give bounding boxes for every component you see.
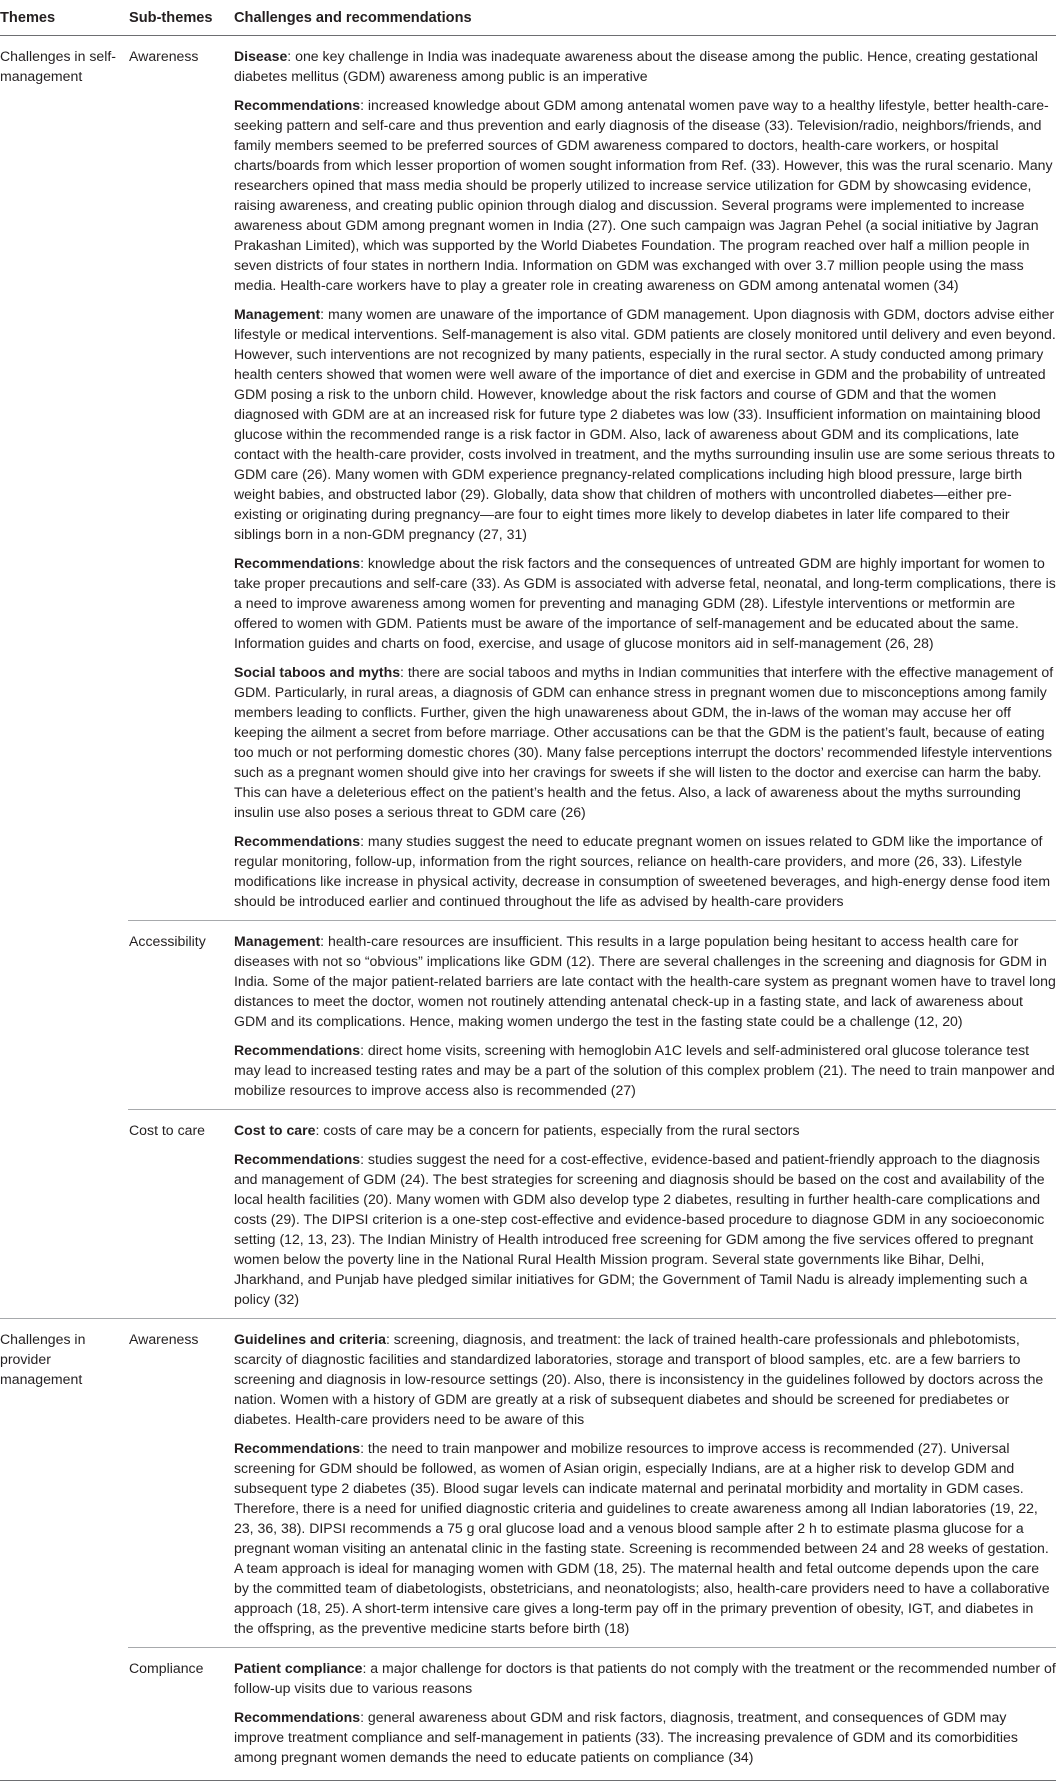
paragraph-heading: Social taboos and myths (234, 664, 401, 680)
paragraph-text: : general awareness about GDM and risk factors, diagnosis, treatment, and consequences of GDM may improve treatment compliance and self-management in patients (33). The increasing prevalence of GDM and its comorbidities among pregnant women demands the need to educate patients on compliance (34) (234, 1709, 1018, 1765)
sub-theme-cell: Awareness (128, 1319, 234, 1648)
table-row (0, 1319, 1056, 1648)
paragraph-text: : health-care resources are insufficient. This results in a large population being hesitant to access health care for diseases with not so “obvious” implications like GDM (12). There are several challenges in the screening and diagnosis for GDM in India. Some of the major patient-related barriers are late contact with the health-care system as pregnant women have to travel long distances to meet the doctor, women not routinely attending antenatal check-up in a fasting state, and lack of awareness about GDM and its complications. Hence, making women undergo the test in the fasting state could be a challenge (12, 20) (234, 933, 1056, 1029)
paragraph-heading: Disease (234, 48, 288, 64)
paragraph-heading: Recommendations (234, 97, 361, 113)
table-header-row (0, 0, 1056, 36)
header-themes: Themes (0, 0, 128, 36)
paragraph (234, 1329, 1056, 1429)
paragraph-text: : many studies suggest the need to educate pregnant women on issues related to GDM like the importance of regular monitoring, follow-up, information from the right sources, reliance on health-care providers, and more (26, 33). Lifestyle modifications like increase in physical activity, decrease in consumption of sweetened beverages, and high-energy dense food item should be introduced earlier and continued throughout the life as advised by health-care providers (234, 833, 1051, 909)
challenges-cell (234, 36, 1056, 921)
sub-theme-cell: Cost to care (128, 1110, 234, 1319)
paragraph-text: : costs of care may be a concern for patients, especially from the rural sectors (315, 1122, 800, 1138)
theme-cell: Challenges in provider management (0, 1319, 128, 1648)
paragraph-text: : the need to train manpower and mobilize resources to improve access is recommended (27). Universal screening for GDM should be followed, as women of Asian origin, especially Indians, are at a higher risk to develop GDM and subsequent type 2 diabetes (35). Blood sugar levels can indicate maternal and perinatal morbidity and mortality in GDM cases. Therefore, there is a need for unified diagnostic criteria and guidelines to create awareness among all Indian laboratories (19, 22, 23, 36, 38). DIPSI recommends a 75 g oral glucose load and a venous blood sample after 2 h to estimate plasma glucose for a pregnant woman visiting an antenatal clinic in the fasting state. Screening is recommended between 24 and 28 weeks of gestation. A team approach is ideal for managing women with GDM (18, 25). The maternal health and fetal outcome depends upon the care by the committed team of diabetologists, obstetricians, and neonatologists; also, health-care providers need to have a collaborative approach (18, 25). A short-term intensive care gives a long-term pay off in the primary prevention of obesity, IGT, and diabetes in the offspring, as the preventive medicine starts before birth (18) (234, 1440, 1050, 1636)
theme-cell: Challenges in self-management (0, 48, 116, 84)
sub-theme-cell: Accessibility (128, 921, 234, 1110)
paragraph-heading: Recommendations (234, 1440, 361, 1456)
paragraph-heading: Recommendations (234, 1042, 361, 1058)
paragraph-heading: Recommendations (234, 1709, 361, 1725)
paragraph (234, 1149, 1056, 1309)
challenges-cell (234, 921, 1056, 1110)
header-sub-themes: Sub-themes (128, 0, 234, 36)
paragraph-heading: Recommendations (234, 1151, 361, 1167)
paragraph-heading: Management (234, 306, 321, 322)
table-row (0, 36, 1056, 921)
paragraph (234, 831, 1056, 911)
paragraph (234, 46, 1056, 86)
paragraph-heading: Patient compliance (234, 1660, 363, 1676)
challenges-cell (234, 1110, 1056, 1319)
paragraph-text: : many women are unaware of the importance of GDM management. Upon diagnosis with GDM, doctors advise either lifestyle or medical interventions. Self-management is also vital. GDM patients are closely monitored until delivery and even beyond. However, such interventions are not recognized by many patients, especially in the rural sector. A study conducted among primary health centers showed that women were well aware of the importance of diet and exercise in GDM and the probability of untreated GDM posing a risk to the unborn child. However, knowledge about the risk factors and course of GDM and that the women diagnosed with GDM are at an increased risk for future type 2 diabetes was low (33). Insufficient information on maintaining blood glucose within the recommended range is a risk factor in GDM. Also, lack of awareness about GDM and its complications, late contact with the health-care provider, costs involved in treatment, and the myths surrounding insulin use are some serious threats to GDM care (26). Many women with GDM experience pregnancy-related complications including high blood pressure, large birth weight babies, and obstructed labor (29). Globally, data show that children of mothers with uncontrolled diabetes—either pre-existing or originating during pregnancy—are four to eight times more likely to develop diabetes in later life compared to their siblings born in a non-GDM pregnancy (27, 31) (234, 306, 1056, 542)
paragraph (234, 1040, 1056, 1100)
paragraph-text: : direct home visits, screening with hemoglobin A1C levels and self-administered oral glucose tolerance test may lead to increased testing rates and may be a part of the solution of this complex problem (21). The need to train manpower and mobilize resources to improve access also is recommended (27) (234, 1042, 1055, 1098)
paragraph (234, 1658, 1056, 1698)
table-row (0, 921, 1056, 1110)
theme-cell (0, 921, 128, 1110)
challenges-cell (234, 1648, 1056, 1781)
paragraph-heading: Management (234, 933, 321, 949)
paragraph (234, 1120, 1056, 1140)
paragraph-text: : studies suggest the need for a cost-effective, evidence-based and patient-friendly approach to the diagnosis and management of GDM (24). The best strategies for screening and diagnosis should be based on the cost and availability of the local health facilities (20). Many women with GDM also develop type 2 diabetes, resulting in further health-care complications and costs (29). The DIPSI criterion is a one-step cost-effective and evidence-based procedure to diagnose GDM in any socioeconomic setting (12, 13, 23). The Indian Ministry of Health introduced free screening for GDM among the five services offered to pregnant women below the poverty line in the National Rural Health Mission program. Several state governments like Bihar, Delhi, Jharkhand, and Punjab have pledged similar initiatives for GDM; the Government of Tamil Nadu is already implementing such a policy (32) (234, 1151, 1045, 1307)
table-row (0, 1648, 1056, 1781)
paragraph-heading: Guidelines and criteria (234, 1331, 386, 1347)
theme-cell (0, 1110, 128, 1319)
paragraph (234, 1707, 1056, 1767)
table-row (0, 1110, 1056, 1319)
paragraph-text: : one key challenge in India was inadequate awareness about the disease among the public. Hence, creating gestational diabetes mellitus (GDM) awareness among public is an imperative (234, 48, 1038, 84)
paragraph (234, 931, 1056, 1031)
paragraph-text: : increased knowledge about GDM among antenatal women pave way to a healthy lifestyle, better health-care-seeking pattern and self-care and thus prevention and early diagnosis of the disease (33). Television/radio, neighbors/friends, and family members seemed to be preferred sources of GDM awareness compared to doctors, health-care workers, or hospital charts/boards from which lesser proportion of women sought information from Ref. (33). However, this was the rural scenario. Many researchers opined that mass media should be properly utilized to increase service utilization for GDM by showcasing evidence, raising awareness, and creating public opinion through dialog and discussion. Several programs were implemented to increase awareness about GDM among pregnant women in India (27). One such campaign was Jagran Pehel (a social initiative by Jagran Prakashan Limited), which was supported by the World Diabetes Foundation. The program reached over half a million people in seven districts of four states in northern India. Information on GDM was exchanged with over 3.7 million people using the mass media. Health-care workers have to play a greater role in creating awareness on GDM among antenatal women (34) (234, 97, 1053, 293)
paragraph (234, 553, 1056, 653)
theme-cell (0, 1648, 128, 1781)
sub-theme-cell: Awareness (129, 48, 199, 64)
header-challenges-recommendations: Challenges and recommendations (234, 0, 1056, 36)
sub-theme-cell: Compliance (128, 1648, 234, 1781)
paragraph-text: : there are social taboos and myths in Indian communities that interfere with the effective management of GDM. Particularly, in rural areas, a diagnosis of GDM can enhance stress in pregnant women due to misconceptions among family members leading to conflicts. Further, given the high unawareness about GDM, the in-laws of the woman may accuse her off keeping the ailment a secret from before marriage. Other accusations can be that the GDM is the patient’s fault, because of eating too much or not performing domestic chores (30). Many false perceptions interrupt the doctors’ recommended lifestyle interventions such as a pregnant women should give into her cravings for sweets if she will listen to the doctor and exercise can harm the baby. This can have a deleterious effect on the patient’s health and the fetus. Also, a lack of awareness about the myths surrounding insulin use also poses a serious threat to GDM care (26) (234, 664, 1054, 820)
paragraph (234, 1438, 1056, 1638)
paragraph-heading: Cost to care (234, 1122, 316, 1138)
paragraph-heading: Recommendations (234, 555, 361, 571)
challenges-cell (234, 1319, 1056, 1648)
paragraph (234, 304, 1056, 544)
paragraph (234, 95, 1056, 295)
paragraph-heading: Recommendations (234, 833, 361, 849)
paragraph (234, 662, 1056, 822)
paragraph-text: : knowledge about the risk factors and the consequences of untreated GDM are highly important for women to take proper precautions and self-care (33). As GDM is associated with adverse fetal, neonatal, and long-term complications, there is a need to improve awareness among women for preventing and managing GDM (28). Lifestyle interventions or metformin are offered to women with GDM. Patients must be aware of the importance of self-management and be educated about the same. Information guides and charts on food, exercise, and usage of glucose monitors aid in self-management (26, 28) (234, 555, 1056, 651)
paragraph-text: : screening, diagnosis, and treatment: the lack of trained health-care professionals and phlebotomists, scarcity of diagnostic facilities and standardized laboratories, storage and transport of blood samples, etc. are a few barriers to screening and diagnosis in low-resource settings (20). Also, there is inconsistency in the guidelines followed by doctors across the nation. Women with a history of GDM are greatly at a risk of subsequent diabetes and should be screened for prediabetes or diabetes. Health-care providers need to be aware of this (234, 1331, 1044, 1427)
paragraph-text: : a major challenge for doctors is that patients do not comply with the treatment or the recommended number of follow-up visits due to various reasons (234, 1660, 1056, 1696)
